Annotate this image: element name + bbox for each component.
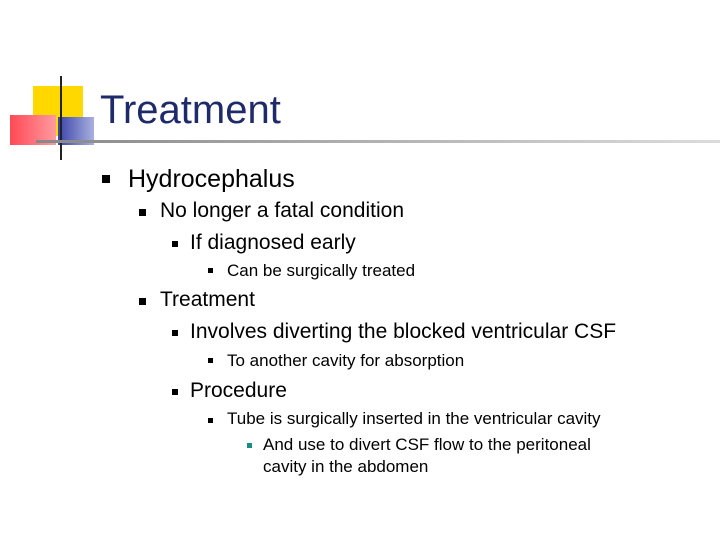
bullet-marker [102, 175, 110, 183]
bullet-treatment: Treatment [160, 288, 255, 311]
bullet-marker [208, 268, 213, 273]
bullet-marker [172, 389, 178, 395]
bullet-marker [172, 241, 178, 247]
bullet-tube-inserted: Tube is surgically inserted in the ventricular cavity [227, 409, 601, 428]
decorative-squares-logo [0, 0, 110, 170]
bullet-no-longer-fatal: No longer a fatal condition [160, 199, 404, 222]
bullet-marker [172, 330, 178, 336]
bullet-if-diagnosed-early: If diagnosed early [190, 231, 356, 254]
logo-vertical-line [60, 76, 62, 160]
bullet-marker [139, 209, 146, 216]
bullet-surgically-treated: Can be surgically treated [227, 261, 416, 280]
bullet-procedure: Procedure [190, 379, 287, 402]
bullet-diverting-csf: Involves diverting the blocked ventricular CSF [190, 320, 617, 343]
bullet-divert-csf-flow-continued: cavity in the abdomen [263, 457, 429, 476]
bullet-marker [208, 358, 213, 363]
bullet-another-cavity: To another cavity for absorption [227, 351, 465, 370]
bullet-divert-csf-flow: And use to divert CSF flow to the peritoneal [263, 435, 591, 454]
bullet-marker [139, 298, 146, 305]
bullet-hydrocephalus: Hydrocephalus [128, 165, 295, 193]
slide-title: Treatment [100, 88, 281, 132]
bullet-marker [247, 443, 252, 448]
title-underline [36, 140, 720, 143]
bullet-marker [208, 418, 213, 423]
